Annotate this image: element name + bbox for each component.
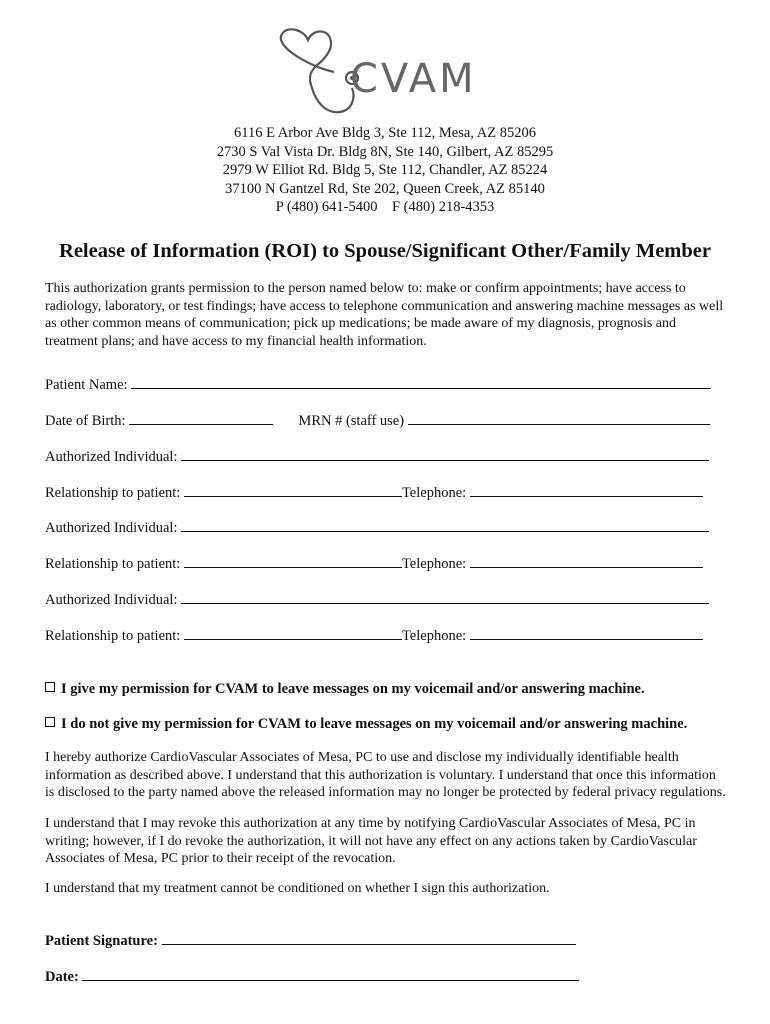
checkbox-label: I do not give my permission for CVAM to leave messages on my voicemail and/or answering machine. xyxy=(61,716,688,732)
date-label: Date: xyxy=(45,969,79,985)
mrn-label: MRN # (staff use) xyxy=(298,413,405,429)
treatment-line: I understand that my treatment cannot be conditioned on whether I sign this authorization. xyxy=(45,881,550,896)
revocation-line: Associates of Mesa, PC prior to their receipt of the revocation. xyxy=(45,851,396,866)
telephone-input-line[interactable] xyxy=(470,555,703,568)
voicemail-permission-no xyxy=(45,716,687,733)
practice-address-block xyxy=(0,124,770,217)
telephone-label: Telephone: xyxy=(401,628,467,644)
address-line: 2979 W Elliot Rd. Bldg 5, Ste 112, Chandler, AZ 85224 xyxy=(222,162,548,178)
address-line: 2730 S Val Vista Dr. Bldg 8N, Ste 140, Gilbert, AZ 85295 xyxy=(216,143,554,160)
telephone-input-line[interactable] xyxy=(470,627,703,640)
patient-name-input-line[interactable] xyxy=(131,376,711,389)
relationship-row-1 xyxy=(45,484,703,502)
intro-line: as other common means of communication; pick up medications; be made aware of my diagnosis, prognosis and xyxy=(45,316,677,331)
phone-fax-line: P (480) 641-5400 F (480) 218-4353 xyxy=(275,199,495,215)
dob-label: Date of Birth: xyxy=(45,413,126,429)
relationship-input-line[interactable] xyxy=(184,484,402,497)
authorized-individual-input-line[interactable] xyxy=(181,448,709,461)
intro-line: radiology, laboratory, or test findings; have access to telephone communication and answering machine messages as well xyxy=(45,298,724,314)
relationship-input-line[interactable] xyxy=(184,627,402,640)
authorization-line: information as described above. I understand that this authorization is voluntary. I understand that once this information xyxy=(45,767,716,783)
signature-row xyxy=(45,932,576,950)
address-line: 6116 E Arbor Ave Bldg 3, Ste 112, Mesa, AZ 85206 xyxy=(234,125,536,141)
telephone-input-line[interactable] xyxy=(470,484,703,497)
patient-signature-input-line[interactable] xyxy=(162,932,576,945)
revocation-line: writing; however, if I do revoke the authorization, it will not have any effect on any actions taken by CardioVascular xyxy=(45,833,697,849)
intro-line: This authorization grants permission to the person named below to: make or confirm appointments; have access to xyxy=(45,281,686,296)
authorization-line: is disclosed to the party named above the released information may no longer be protected by federal privacy regulations. xyxy=(45,785,726,800)
relationship-label: Relationship to patient: xyxy=(45,485,181,501)
authorization-paragraph xyxy=(45,749,725,802)
mrn-input-line[interactable] xyxy=(408,412,710,425)
authorized-individual-row-3 xyxy=(45,591,709,609)
patient-name-label: Patient Name: xyxy=(45,377,128,393)
date-row xyxy=(45,968,579,986)
dob-mrn-row xyxy=(45,412,710,430)
relationship-row-3 xyxy=(45,627,703,645)
telephone-label: Telephone: xyxy=(401,556,467,572)
patient-name-row xyxy=(45,376,711,394)
telephone-label: Telephone: xyxy=(401,485,467,501)
checkbox[interactable] xyxy=(45,717,55,727)
dob-input-line[interactable] xyxy=(129,412,273,425)
patient-signature-label: Patient Signature: xyxy=(45,933,158,949)
authorization-line: I hereby authorize CardioVascular Associates of Mesa, PC to use and disclose my individually identifiable health xyxy=(45,750,679,765)
treatment-statement xyxy=(45,880,725,898)
checkbox-label: I give my permission for CVAM to leave messages on my voicemail and/or answering machine. xyxy=(61,681,645,697)
date-input-line[interactable] xyxy=(82,968,579,981)
address-line: 37100 N Gantzel Rd, Ste 202, Queen Creek, AZ 85140 xyxy=(225,180,545,197)
form-title: Release of Information (ROI) to Spouse/Significant Other/Family Member xyxy=(59,240,711,262)
relationship-label: Relationship to patient: xyxy=(45,556,181,572)
authorized-individual-input-line[interactable] xyxy=(181,591,709,604)
authorized-individual-label: Authorized Individual: xyxy=(45,520,178,536)
authorized-individual-row-1 xyxy=(45,448,709,466)
intro-line: treatment plans; and have access to my financial health information. xyxy=(45,333,427,349)
relationship-row-2 xyxy=(45,555,703,573)
revocation-paragraph xyxy=(45,815,725,868)
authorized-individual-label: Authorized Individual: xyxy=(45,449,178,465)
authorized-individual-label: Authorized Individual: xyxy=(45,592,178,608)
revocation-line: I understand that I may revoke this authorization at any time by notifying CardioVascular Associates of Mesa, PC in xyxy=(45,816,696,831)
logo-wordmark: CVAM xyxy=(350,56,477,102)
checkbox[interactable] xyxy=(45,682,55,692)
authorized-individual-input-line[interactable] xyxy=(181,519,709,532)
authorized-individual-row-2 xyxy=(45,519,709,537)
relationship-label: Relationship to patient: xyxy=(45,628,181,644)
voicemail-permission-yes xyxy=(45,681,645,698)
intro-paragraph xyxy=(45,280,725,350)
relationship-input-line[interactable] xyxy=(184,555,402,568)
